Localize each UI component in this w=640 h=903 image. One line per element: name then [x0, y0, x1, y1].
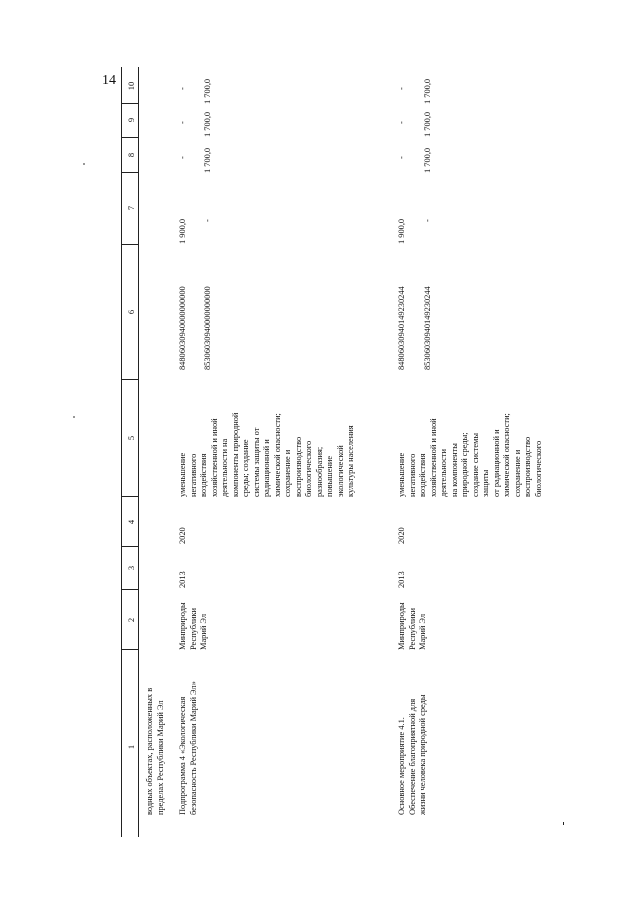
table-top-rule: [121, 67, 122, 837]
amount-col8: 1 700,0: [203, 147, 212, 173]
amount-col9: -: [178, 121, 187, 124]
executor: Минприроды Республики Марий Эл: [397, 602, 427, 650]
column-number: 8: [126, 152, 136, 158]
col-separator: [121, 546, 138, 547]
column-number: 10: [126, 81, 136, 91]
col-separator: [121, 649, 138, 650]
col-separator: [121, 589, 138, 590]
expected-result: уменьшение негативного воздействия хозяйственной и иной деятельности на компоненты природной среды; создание системы защиты от радиационной и химической опасности; сохранение и воспроизводство биологического: [397, 413, 543, 497]
amount-col8: -: [178, 156, 187, 159]
column-number: 2: [126, 617, 136, 623]
page-number: 14: [102, 73, 116, 88]
col-separator: [121, 244, 138, 245]
col-separator: [121, 103, 138, 104]
column-number: 5: [126, 435, 136, 441]
amount-col10: -: [397, 87, 406, 90]
column-number: 9: [126, 117, 136, 123]
column-number: 3: [126, 565, 136, 571]
budget-code: 84806030940149230244: [397, 286, 406, 370]
header-number-row-rule: [138, 67, 139, 837]
col-separator: [121, 379, 138, 380]
budget-code: 84806030940000000000: [178, 286, 187, 370]
budget-code: 85306030940000000000: [203, 286, 212, 370]
amount-col9: 1 700,0: [423, 111, 432, 137]
column-number: 7: [126, 205, 136, 211]
amount-col9: 1 700,0: [203, 111, 212, 137]
amount-col7: -: [423, 219, 432, 222]
column-number: 1: [126, 744, 136, 750]
amount-col10: -: [178, 87, 187, 90]
budget-code: 85306030940149230244: [423, 286, 432, 370]
end-year: 2020: [178, 527, 187, 544]
expected-result: уменьшение негативного воздействия хозяйственной и иной деятельности на компоненты природной среды; создание системы защиты от радиационной и химической опасности; сохранение и воспроизводство биологического разнообразия; повышение экологической культуры населения: [178, 412, 355, 497]
amount-col9: -: [397, 121, 406, 124]
start-year: 2013: [178, 571, 187, 588]
amount-col7: 1 900,0: [178, 218, 187, 244]
amount-col7: 1 900,0: [397, 218, 406, 244]
amount-col10: 1 700,0: [203, 78, 212, 104]
amount-col7: -: [203, 219, 212, 222]
end-year: 2020: [397, 527, 406, 544]
continuation-text: водных объектах, расположенных в пределах Республики Марий Эл: [145, 687, 165, 815]
col-separator: [121, 172, 138, 173]
amount-col8: 1 700,0: [423, 147, 432, 173]
col-separator: [121, 137, 138, 138]
column-number: 4: [126, 519, 136, 525]
table-bottom-rule: [563, 822, 564, 825]
col-separator: [121, 496, 138, 497]
executor: Минприроды Республики Марий Эл: [178, 602, 208, 650]
rotated-table: [0, 67, 640, 837]
amount-col10: 1 700,0: [423, 78, 432, 104]
column-number: 6: [126, 309, 136, 315]
subprogram-name: Подпрограмма 4 «Экологическая безопасность Республики Марий Эл»: [178, 681, 198, 815]
activity-name: Основное мероприятие 4.1. Обеспечение благоприятной для жизни человека природной среды: [397, 694, 427, 815]
start-year: 2013: [397, 571, 406, 588]
amount-col8: -: [397, 156, 406, 159]
